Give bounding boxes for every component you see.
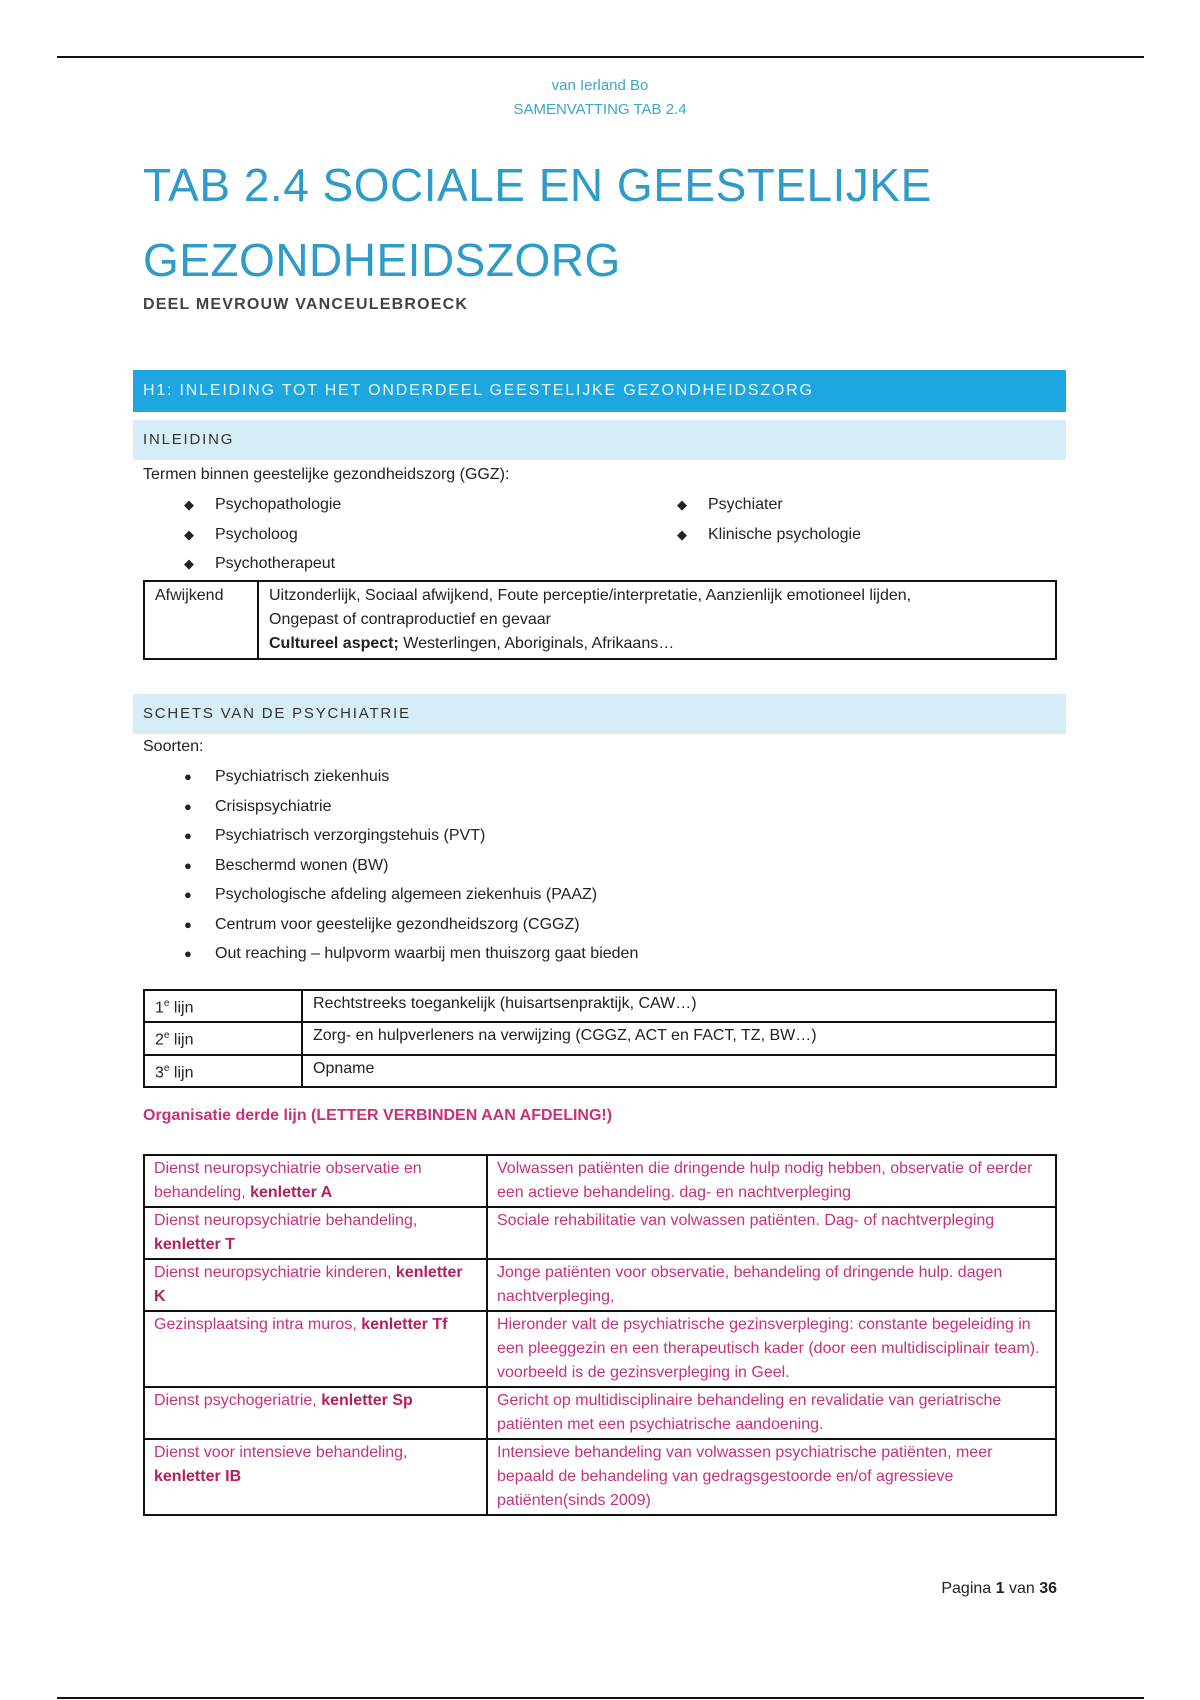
- title-line-1: TAB 2.4 SOCIALE EN GEESTELIJKE: [143, 159, 932, 211]
- afwijkend-table: [143, 580, 1057, 660]
- list-item: ● Centrum voor geestelijke gezondheidszorg (CGGZ): [143, 910, 1043, 940]
- list-item: ● Out reaching – hulpvorm waarbij men thuiszorg gaat bieden: [143, 939, 1043, 969]
- afwijkend-label: Afwijkend: [144, 581, 258, 659]
- table-row: Gezinsplaatsing intra muros, kenletter Tf Hieronder valt de psychiatrische gezinsverpleging: constante begeleiding in een pleeggezin en een therapeutisch kader (door een multidisciplinair team). voorbeeld is de gezinsverpleging in Geel.: [144, 1311, 1056, 1387]
- organisatie-title: Organisatie derde lijn (LETTER VERBINDEN AAN AFDELING!): [143, 1107, 613, 1124]
- round-bullet-icon: ●: [184, 798, 192, 814]
- round-bullet-icon: ●: [184, 857, 192, 873]
- table-row: Dienst psychogeriatrie, kenletter Sp Gericht op multidisciplinaire behandeling en revalidatie van geriatrische patiënten met een psychiatrische aandoening.: [144, 1387, 1056, 1439]
- list-item: ● Psychiatrisch ziekenhuis: [143, 762, 1043, 792]
- list-item: ◆ Psychiater: [636, 490, 1056, 520]
- table-row: 2e lijn Zorg- en hulpverleners na verwijzing (CGGZ, ACT en FACT, TZ, BW…): [144, 1022, 1056, 1054]
- document-label: SAMENVATTING TAB 2.4: [513, 101, 687, 118]
- author-name: van Ierland Bo: [551, 77, 649, 94]
- round-bullet-icon: ●: [184, 769, 192, 784]
- soorten-list: [143, 762, 1043, 969]
- lijnen-table: [143, 989, 1057, 1088]
- round-bullet-icon: ●: [184, 828, 192, 843]
- diamond-bullet-icon: ◆: [184, 497, 194, 512]
- diamond-bullet-icon: ◆: [677, 497, 687, 512]
- afwijkend-description: Uitzonderlijk, Sociaal afwijkend, Foute perceptie/interpretatie, Aanzienlijk emotioneel lijden, Ongepast of contraproductief en gevaar Cultureel aspect; Westerlingen, Aboriginals, Afrikaans…: [258, 581, 1056, 659]
- list-item: ● Beschermd wonen (BW): [143, 851, 1043, 881]
- heading-1-bar: H1: INLEIDING TOT HET ONDERDEEL GEESTELIJKE GEZONDHEIDSZORG: [133, 370, 1066, 412]
- list-item: ◆ Psychopathologie: [143, 490, 623, 520]
- page-header: [0, 74, 1200, 122]
- bottom-rule: [57, 1697, 1144, 1699]
- list-item: ◆ Psycholoog: [143, 520, 623, 550]
- round-bullet-icon: ●: [184, 946, 192, 961]
- table-row: Dienst neuropsychiatrie behandeling, kenletter T Sociale rehabilitatie van volwassen patiënten. Dag- of nachtverpleging: [144, 1207, 1056, 1259]
- list-item: ● Psychiatrisch verzorgingstehuis (PVT): [143, 821, 1043, 851]
- page-total: 36: [1039, 1580, 1057, 1597]
- list-item: ◆ Psychotherapeut: [143, 549, 623, 579]
- list-item: ● Psychologische afdeling algemeen ziekenhuis (PAAZ): [143, 880, 1043, 910]
- terms-list-left: [143, 490, 623, 579]
- document-subtitle: DEEL MEVROUW VANCEULEBROECK: [143, 296, 469, 313]
- table-row: Dienst voor intensieve behandeling, kenletter IB Intensieve behandeling van volwassen psychiatrische patiënten, meer bepaald de behandeling van gedragsgestoorde en/of agressieve patiënten(sinds 2009): [144, 1439, 1056, 1515]
- round-bullet-icon: ●: [184, 887, 192, 902]
- diamond-bullet-icon: ◆: [184, 556, 194, 571]
- table-row: [144, 581, 1056, 659]
- round-bullet-icon: ●: [184, 916, 192, 932]
- table-row: Dienst neuropsychiatrie observatie en behandeling, kenletter A Volwassen patiënten die dringende hulp nodig hebben, observatie of eerder een actieve behandeling. dag- en nachtverpleging: [144, 1155, 1056, 1207]
- list-item: ◆ Klinische psychologie: [636, 520, 1056, 550]
- inleiding-intro: Termen binnen geestelijke gezondheidszorg (GGZ):: [143, 466, 510, 483]
- table-row: 3e lijn Opname: [144, 1055, 1056, 1087]
- diamond-bullet-icon: ◆: [677, 526, 687, 542]
- schets-intro: Soorten:: [143, 738, 204, 755]
- heading-schets: SCHETS VAN DE PSYCHIATRIE: [133, 694, 1066, 734]
- page-number: 1: [995, 1580, 1005, 1597]
- document-title: [143, 148, 1103, 298]
- table-row: Dienst neuropsychiatrie kinderen, kenletter K Jonge patiënten voor observatie, behandeling of dringende hulp. dagen nachtverpleging,: [144, 1259, 1056, 1311]
- list-item: ● Crisispsychiatrie: [143, 792, 1043, 822]
- table-row: 1e lijn Rechtstreeks toegankelijk (huisartsenpraktijk, CAW…): [144, 990, 1056, 1022]
- title-line-2: GEZONDHEIDSZORG: [143, 234, 621, 286]
- top-rule: [57, 56, 1144, 58]
- organisatie-table: [143, 1154, 1057, 1516]
- terms-list-right: [636, 490, 1056, 549]
- heading-inleiding: INLEIDING: [133, 420, 1066, 460]
- diamond-bullet-icon: ◆: [184, 526, 194, 542]
- page-footer: Pagina 1 van 36: [941, 1580, 1057, 1597]
